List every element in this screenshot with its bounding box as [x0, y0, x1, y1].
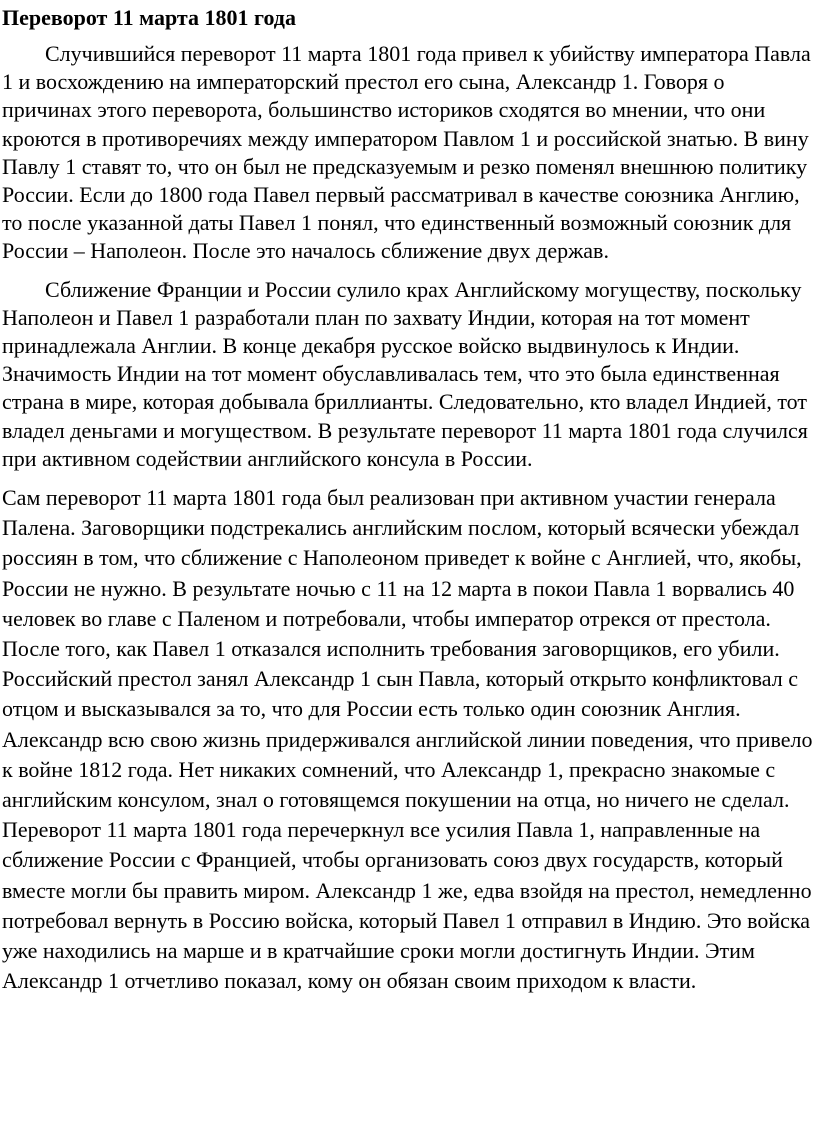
paragraph-2: Сближение Франции и России сулило крах Английскому могуществу, поскольку Наполеон и Павел 1 разработали план по захвату Индии, которая на тот момент принадлежала Англии. В конце декабря русское войско выдвинулось к Индии. Значимость Индии на тот момент обуславливалась тем, что это была единственная страна в мире, которая добывала бриллианты. Следовательно, кто владел Индией, тот владел деньгами и могуществом. В результате переворот 11 марта 1801 года случился при активном содействии английского консула в России. [2, 276, 808, 471]
paragraph-3: Сам переворот 11 марта 1801 года был реализован при активном участии генерала Палена. Заговорщики подстрекались английским послом, который всячески убеждал россиян в том, что сближение с Наполеоном приведет к войне с Англией, что, якобы, России не нужно. В результате ночью с 11 на 12 марта в покои Павла 1 ворвались 40 человек во главе с Паленом и потребовали, чтобы император отрекся от престола. После того, как Павел 1 отказался исполнить требования заговорщиков, его убили. Российский престол занял Александр 1 сын Павла, который открыто конфликтовал с отцом и высказывался за то, что для России есть только один союзник Англия. Александр всю свою жизнь придерживался английской линии поведения, что привело к войне 1812 года. Нет никаких сомнений, что Александр 1, прекрасно знакомые с английским консулом, знал о готовящемся покушении на отца, но ничего не сделал. Переворот 11 марта 1801 года перечеркнул все усилия Павла 1, направленные на сближение России с Францией, чтобы организовать союз двух государств, который вместе могли бы править миром. Александр 1 же, едва взойдя на престол, немедленно потребовал вернуть в Россию войска, который Павел 1 отправил в Индию. Это войска уже находились на марше и в кратчайшие сроки могли достигнуть Индии. Этим Александр 1 отчетливо показал, кому он обязан своим приходом к власти. [2, 485, 813, 994]
paragraph-1: Случившийся переворот 11 марта 1801 года привел к убийству императора Павла 1 и восхождению на императорский престол его сына, Александр 1. Говоря о причинах этого переворота, большинство историков сходятся во мнении, что они кроются в противоречиях между императором Павлом 1 и российской знатью. В вину Павлу 1 ставят то, что он был не предсказуемым и резко поменял внешнюю политику России. Если до 1800 года Павел первый рассматривал в качестве союзника Англию, то после указанной даты Павел 1 понял, что единственный возможный союзник для России – Наполеон. После это началось сближение двух держав. [2, 41, 811, 264]
document-title: Переворот 11 марта 1801 года [2, 5, 296, 30]
